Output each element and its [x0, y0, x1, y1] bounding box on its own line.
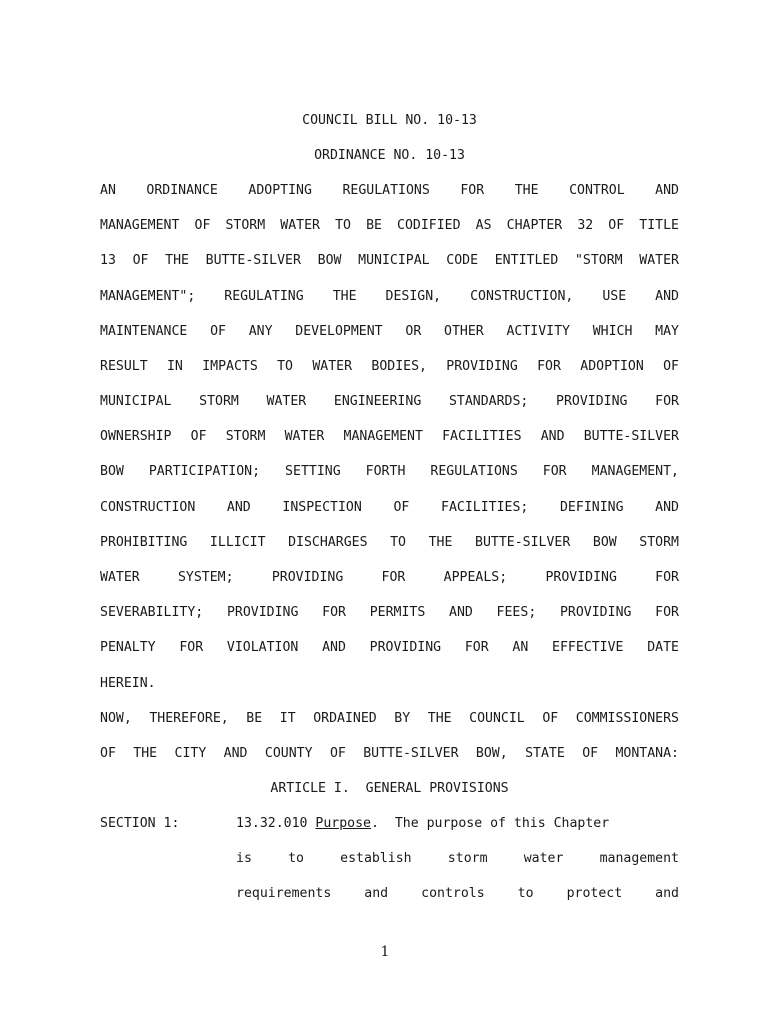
title-line: RESULT IN IMPACTS TO WATER BODIES, PROVIDING FOR ADOPTION OF	[100, 359, 679, 374]
article-heading: ARTICLE I. GENERAL PROVISIONS	[270, 781, 509, 796]
enactment-line: NOW, THEREFORE, BE IT ORDAINED BY THE COUNCIL OF COMMISSIONERS	[100, 711, 679, 726]
title-line: BOW PARTICIPATION; SETTING FORTH REGULATIONS FOR MANAGEMENT,	[100, 464, 679, 479]
section-heading-punct: .	[370, 816, 379, 831]
council-bill-number: COUNCIL BILL NO. 10-13	[302, 113, 477, 128]
section-label: SECTION 1:	[100, 816, 180, 831]
title-line: SEVERABILITY; PROVIDING FOR PERMITS AND FEES; PROVIDING FOR	[100, 605, 679, 620]
title-line: MUNICIPAL STORM WATER ENGINEERING STANDARDS; PROVIDING FOR	[100, 394, 679, 409]
title-line: 13 OF THE BUTTE-SILVER BOW MUNICIPAL CODE ENTITLED "STORM WATER	[100, 253, 679, 268]
title-line: AN ORDINANCE ADOPTING REGULATIONS FOR THE CONTROL AND	[100, 183, 679, 198]
title-line: PROHIBITING ILLICIT DISCHARGES TO THE BUTTE-SILVER BOW STORM	[100, 535, 679, 550]
title-line: PENALTY FOR VIOLATION AND PROVIDING FOR AN EFFECTIVE DATE	[100, 640, 679, 655]
page-number: 1	[380, 944, 390, 960]
title-line: HEREIN.	[100, 676, 156, 691]
section-first-line-text: The purpose of this Chapter	[378, 816, 610, 831]
section-number: 13.32.010	[236, 816, 316, 831]
enactment-line: OF THE CITY AND COUNTY OF BUTTE-SILVER BOW, STATE OF MONTANA:	[100, 746, 679, 761]
section-line: requirements and controls to protect and	[236, 886, 679, 901]
title-line: MAINTENANCE OF ANY DEVELOPMENT OR OTHER ACTIVITY WHICH MAY	[100, 324, 679, 339]
title-line: OWNERSHIP OF STORM WATER MANAGEMENT FACILITIES AND BUTTE-SILVER	[100, 429, 679, 444]
title-line: CONSTRUCTION AND INSPECTION OF FACILITIES; DEFINING AND	[100, 500, 679, 515]
title-line: MANAGEMENT OF STORM WATER TO BE CODIFIED AS CHAPTER 32 OF TITLE	[100, 218, 679, 233]
section-heading: Purpose	[315, 816, 371, 831]
section-line: is to establish storm water management	[236, 851, 679, 866]
title-line: WATER SYSTEM; PROVIDING FOR APPEALS; PROVIDING FOR	[100, 570, 679, 585]
ordinance-number: ORDINANCE NO. 10-13	[314, 148, 465, 163]
title-line: MANAGEMENT"; REGULATING THE DESIGN, CONSTRUCTION, USE AND	[100, 289, 679, 304]
section-first-line	[236, 814, 679, 834]
